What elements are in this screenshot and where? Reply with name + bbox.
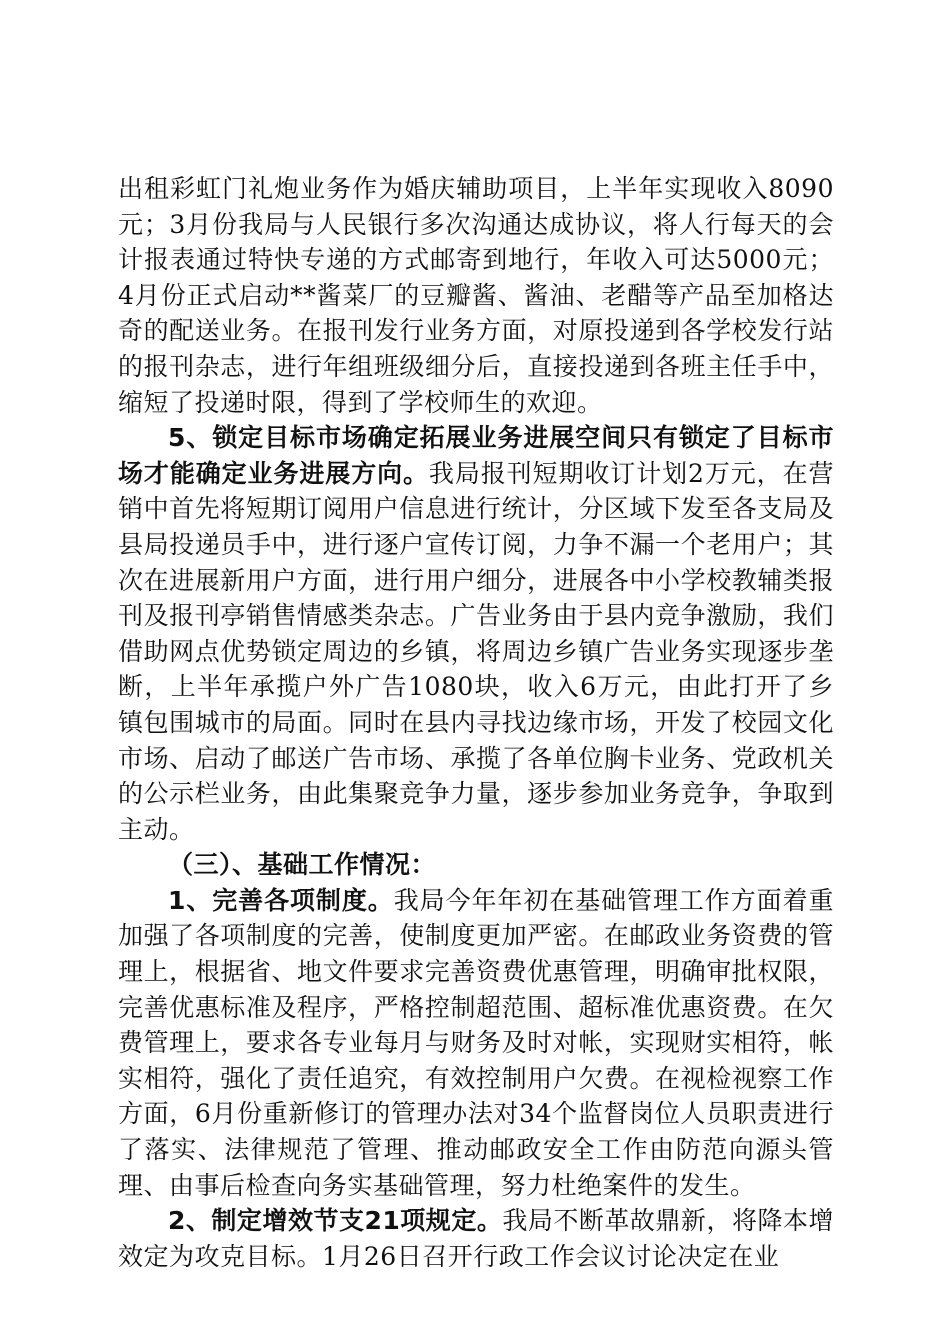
- document-body: [118, 171, 834, 1274]
- paragraph-text: 出租彩虹门礼炮业务作为婚庆辅助项目，上半年实现收入8090元；3月份我局与人民银行多次沟通达成协议，将人行每天的会计报表通过特快专递的方式邮寄到地行，年收入可达5000元；4月份正式启动**酱菜厂的豆瓣酱、酱油、老醋等产品至加格达奇的配送业务。在报刊发行业务方面，对原投递到各学校发行站的报刊杂志，进行年组班级细分后，直接投递到各班主任手中，缩短了投递时限，得到了学校师生的欢迎。: [118, 174, 834, 417]
- paragraph-continuation: [118, 171, 834, 420]
- paragraph-lead-heading: 2、制定增效节支21项规定。: [168, 1206, 503, 1236]
- paragraph-text: 我局今年年初在基础管理工作方面着重加强了各项制度的完善，使制度更加严密。在邮政业务资费的管理上，根据省、地文件要求完善资费优惠管理，明确审批权限，完善优惠标准及程序，严格控制超范围、超标准优惠资费。在欠费管理上，要求各专业每月与财务及时对帐，实现财实相符，帐实相符，强化了责任追究，有效控制用户欠费。在视检视察工作方面，6月份重新修订的管理办法对34个监督岗位人员职责进行了落实、法律规范了管理、推动邮政安全工作由防范向源头管理、由事后检查向务实基础管理，努力杜绝案件的发生。: [118, 885, 834, 1200]
- paragraph-improve-systems: [118, 883, 834, 1203]
- paragraph-lead-heading: 5、锁定目标市场确定拓展业务进展空间只有锁定了目标市场才能确定业务进展方向。: [118, 423, 834, 488]
- paragraph-text: 我局报刊短期收订计划2万元，在营销中首先将短期订阅用户信息进行统计，分区域下发至各支局及县局投递员手中，进行逐户宣传订阅，力争不漏一个老用户；其次在进展新用户方面，进行用户细分，进展各中小学校教辅类报刊及报刊亭销售情感类杂志。广告业务由于县内竞争激励，我们借助网点优势锁定周边的乡镇，将周边乡镇广告业务实现逐步垄断，上半年承揽户外广告1080块，收入6万元，由此打开了乡镇包围城市的局面。同时在县内寻找边缘市场，开发了校园文化市场、启动了邮送广告市场、承揽了各单位胸卡业务、党政机关的公示栏业务，由此集聚竞争力量，逐步参加业务竞争，争取到主动。: [118, 458, 834, 844]
- paragraph-text: 我局不断革故鼎新，将降本增效定为攻克目标。1月26日召开行政工作会议讨论决定在业: [118, 1206, 834, 1271]
- section-heading: （三）、基础工作情况：: [168, 850, 437, 880]
- paragraph-cost-saving-rules: [118, 1203, 834, 1274]
- paragraph-target-market: [118, 420, 834, 847]
- paragraph-lead-heading: 1、完善各项制度。: [168, 885, 394, 915]
